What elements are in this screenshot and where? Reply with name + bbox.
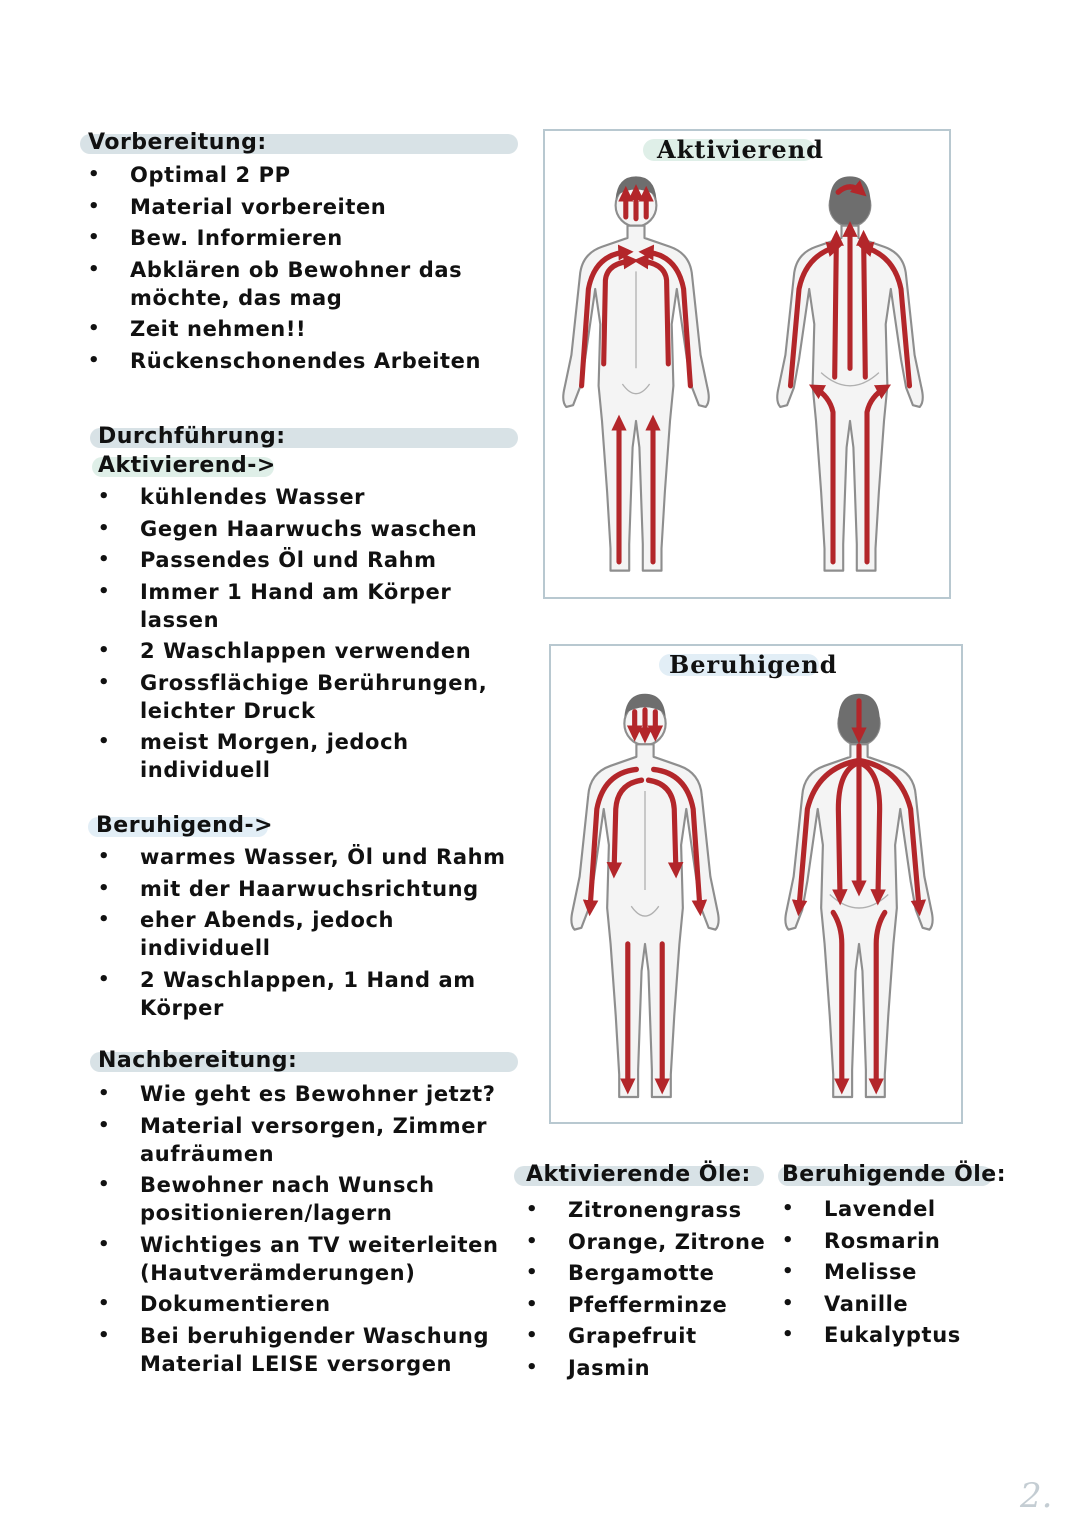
list-item: • Bergamotte (524, 1259, 774, 1287)
list-item: • Lavendel (780, 1195, 990, 1223)
list-item: • Melisse (780, 1258, 990, 1286)
list-item: • Rosmarin (780, 1227, 990, 1255)
activating-oils-heading: Aktivierende Öle: (526, 1162, 751, 1187)
list-item: • Bew. Informieren (86, 224, 496, 252)
list-item: • mit der Haarwuchsrichtung (96, 875, 516, 903)
activating-oils-list (524, 1196, 774, 1385)
calming-heading: Beruhigend-> (96, 813, 274, 838)
list-item: • Optimal 2 PP (86, 161, 496, 189)
list-item: • warmes Wasser, Öl und Rahm (96, 843, 516, 871)
list-item: • Wie geht es Bewohner jetzt? (96, 1080, 516, 1108)
preparation-list (86, 161, 496, 378)
activating-heading: Aktivierend-> (98, 453, 276, 478)
list-item: • Pfefferminze (524, 1291, 774, 1319)
list-item: • Rückenschonendes Arbeiten (86, 347, 496, 375)
calming-diagram-panel (549, 644, 963, 1124)
list-item: • Material vorbereiten (86, 193, 496, 221)
list-item: • Material versorgen, Zimmer aufräumen (96, 1112, 516, 1168)
front-figure (563, 176, 709, 570)
list-item: • 2 Waschlappen verwenden (96, 637, 516, 665)
list-item: • Vanille (780, 1290, 990, 1318)
back-figure (777, 176, 923, 570)
list-item: • Zeit nehmen!! (86, 315, 496, 343)
list-item: • 2 Waschlappen, 1 Hand am Körper (96, 966, 516, 1022)
list-item: • Abklären ob Bewohner das möchte, das mag (86, 256, 496, 312)
activating-list (96, 483, 516, 788)
list-item: • Jasmin (524, 1354, 774, 1382)
back-figure (785, 694, 932, 1097)
list-item: • Grossflächige Berührungen, leichter Druck (96, 669, 516, 725)
list-item: • Immer 1 Hand am Körper lassen (96, 578, 516, 634)
calming-oils-list (780, 1195, 990, 1353)
activating-body-diagram (545, 157, 949, 597)
list-item: • meist Morgen, jedoch individuell (96, 728, 516, 784)
list-item: • eher Abends, jedoch individuell (96, 906, 516, 962)
followup-heading: Nachbereitung: (98, 1048, 298, 1073)
list-item: • Eukalyptus (780, 1321, 990, 1349)
followup-list (96, 1080, 516, 1381)
list-item: • Bewohner nach Wunsch positionieren/lagern (96, 1171, 516, 1227)
front-figure (571, 694, 718, 1097)
activating-diagram-panel (543, 129, 951, 599)
list-item: • Bei beruhigender Waschung Material LEISE versorgen (96, 1322, 516, 1378)
list-item: • Passendes Öl und Rahm (96, 546, 516, 574)
list-item: • Orange, Zitrone (524, 1228, 774, 1256)
page-number: 2. (1020, 1476, 1053, 1516)
list-item: • Wichtiges an TV weiterleiten (Hautverämderungen) (96, 1231, 516, 1287)
preparation-heading: Vorbereitung: (88, 130, 267, 155)
list-item: • Dokumentieren (96, 1290, 516, 1318)
calming-diagram-title: Beruhigend (669, 650, 838, 679)
calming-body-diagram (551, 674, 961, 1122)
activating-diagram-title: Aktivierend (657, 135, 824, 164)
list-item: • Gegen Haarwuchs waschen (96, 515, 516, 543)
list-item: • Zitronengrass (524, 1196, 774, 1224)
execution-heading: Durchführung: (98, 424, 286, 449)
list-item: • kühlendes Wasser (96, 483, 516, 511)
calming-list (96, 843, 516, 1025)
calming-oils-heading: Beruhigende Öle: (782, 1162, 1007, 1187)
list-item: • Grapefruit (524, 1322, 774, 1350)
